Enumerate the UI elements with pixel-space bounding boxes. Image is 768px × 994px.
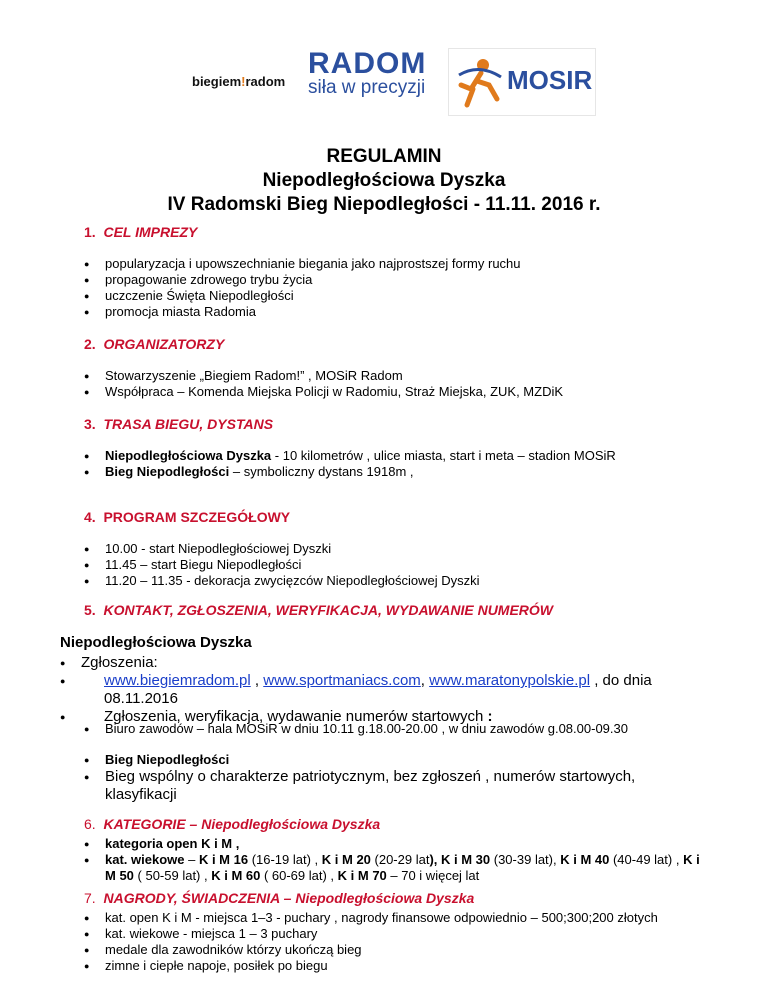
section-heading-trasa	[84, 416, 273, 432]
section-title: CEL IMPREZY	[103, 224, 198, 240]
section-number: 7.	[84, 890, 96, 906]
race-name: Bieg Niepodległości	[105, 464, 230, 479]
biegiem-radom-logo	[192, 74, 285, 89]
t: ( 50-59 lat) ,	[133, 868, 212, 883]
section-number: 5.	[84, 602, 96, 618]
list-item: ● Stowarzyszenie „Biegiem Radom!” , MOSiR Radom	[84, 368, 563, 384]
list-item: ● zimne i ciepłe napoje, posiłek po biegu	[84, 958, 744, 974]
mosir-logo	[448, 48, 596, 116]
deadline: , do dnia 08.11.2016	[104, 672, 652, 707]
kontakt-list	[60, 654, 710, 726]
t: (16-19 lat) ,	[248, 852, 322, 867]
section-number: 6.	[84, 816, 96, 832]
separator: ,	[420, 672, 430, 689]
link-maratonypolskie[interactable]: www.maratonypolskie.pl	[429, 672, 591, 689]
list-item	[84, 464, 616, 480]
list-item: ● uczczenie Święta Niepodległości	[84, 288, 521, 304]
list-item: ● 11.45 – start Biegu Niepodległości	[84, 557, 480, 573]
list-item: ● kat. open K i M - miejsca 1–3 - puchary , nagrody finansowe odpowiednio – 500;300;200 złotych	[84, 910, 744, 926]
title-line: Niepodległościowa Dyszka	[262, 170, 506, 191]
section-number: 3.	[84, 416, 96, 432]
race-desc: - 10 kilometrów , ulice miasta, start i meta – stadion MOSiR	[271, 448, 616, 463]
section-title: KATEGORIE – Niepodległościowa Dyszka	[103, 816, 381, 832]
logo-text: RADOM	[308, 47, 427, 80]
section-title: ORGANIZATORZY	[103, 336, 225, 352]
title-line: IV Radomski Bieg Niepodległości - 11.11. 2016 r.	[167, 194, 601, 215]
section-title: PROGRAM SZCZEGÓŁOWY	[103, 509, 291, 525]
t: (20-29 lat	[370, 852, 430, 867]
list-item: ● kat. wiekowe - miejsca 1 – 3 puchary	[84, 926, 744, 942]
nagrody-list	[84, 910, 744, 974]
t: K i M 50	[105, 852, 700, 883]
section-number: 4.	[84, 509, 96, 525]
list-item	[84, 852, 714, 884]
section-heading-cel	[84, 224, 197, 240]
list-item: ● kategoria open K i M ,	[84, 836, 714, 852]
section-title: KONTAKT, ZGŁOSZENIA, WERYFIKACJA, WYDAWANIE NUMERÓW	[103, 602, 554, 618]
organizatorzy-list	[84, 368, 563, 400]
document-title	[0, 145, 768, 217]
section-heading-organizatorzy	[84, 336, 224, 352]
program-list	[84, 541, 480, 589]
race-desc: – symboliczny dystans 1918m ,	[229, 464, 414, 479]
list-item: ● popularyzacja i upowszechnianie biegania jako najprostszej formy ruchu	[84, 256, 521, 272]
section-heading-kontakt	[84, 602, 553, 618]
logo-slogan: siła w precyzji	[308, 77, 426, 98]
section-number: 1.	[84, 224, 96, 240]
list-item	[84, 448, 616, 464]
item-text: Zgłoszenia, weryfikacja, wydawanie numerów startowych	[104, 708, 484, 725]
t: kat. wiekowe	[105, 852, 185, 867]
list-item: ● propagowanie zdrowego trybu życia	[84, 272, 521, 288]
logo-text: biegiem	[192, 74, 242, 89]
kategorie-list	[84, 836, 714, 884]
list-item: ● Współpraca – Komenda Miejska Policji w Radomiu, Straż Miejska, ZUK, MZDiK	[84, 384, 563, 400]
logo-text: MOSIR	[507, 65, 593, 95]
t: ), K i M 30	[429, 852, 491, 867]
list-item: ● medale dla zawodników którzy ukończą bieg	[84, 942, 744, 958]
section-number: 2.	[84, 336, 96, 352]
logo-accent: !	[241, 74, 246, 89]
list-item: ● Bieg Niepodległości	[84, 752, 704, 768]
title-line: REGULAMIN	[326, 146, 442, 167]
t: (40-49 lat) ,	[609, 852, 684, 867]
section-title: TRASA BIEGU, DYSTANS	[103, 416, 274, 432]
list-item: ● Biuro zawodów – hala MOSiR w dniu 10.11 g.18.00-20.00 , w dniu zawodów g.08.00-09.30	[84, 721, 628, 737]
t: K i M 20	[321, 852, 371, 867]
link-sportmaniacs[interactable]: www.sportmaniacs.com	[263, 672, 421, 689]
list-item: ● 10.00 - start Niepodległościowej Dyszki	[84, 541, 480, 557]
t: –	[184, 852, 199, 867]
t: K i M 60	[211, 868, 261, 883]
bieg-list	[84, 752, 704, 804]
t: K i M 16	[198, 852, 249, 867]
section-heading-nagrody	[84, 890, 474, 906]
t: ( 60-69 lat) ,	[260, 868, 338, 883]
logo-text: radom	[245, 74, 286, 89]
runner-icon	[453, 55, 507, 109]
colon: :	[483, 708, 493, 725]
biuro-list	[84, 721, 628, 737]
race-name: Niepodległościowa Dyszka	[105, 448, 272, 463]
t: K i M 40	[560, 852, 610, 867]
cel-list	[84, 256, 521, 320]
list-item: ● promocja miasta Radomia	[84, 304, 521, 320]
logo-bar	[0, 44, 768, 114]
t: K i M 70	[337, 868, 387, 883]
list-item	[60, 672, 710, 708]
separator: ,	[250, 672, 264, 689]
section-heading-program	[84, 509, 290, 525]
t: – 70 i więcej lat	[386, 868, 480, 883]
section-heading-kategorie	[84, 816, 380, 832]
t: (30-39 lat),	[490, 852, 561, 867]
list-item: ● Zgłoszenia:	[60, 654, 710, 672]
list-item: ● Bieg wspólny o charakterze patriotycznym, bez zgłoszeń , numerów startowych, klasyfikacji	[84, 768, 704, 804]
trasa-list	[84, 448, 616, 480]
radom-city-logo	[308, 47, 440, 98]
section-title: NAGRODY, ŚWIADCZENIA – Niepodległościowa Dyszka	[103, 890, 475, 906]
list-item: ● 11.20 – 11.35 - dekoracja zwycięzców Niepodległościowej Dyszki	[84, 573, 480, 589]
link-biegiemradom[interactable]: www.biegiemradom.pl	[104, 672, 251, 689]
subheading: Niepodległościowa Dyszka	[60, 634, 252, 651]
